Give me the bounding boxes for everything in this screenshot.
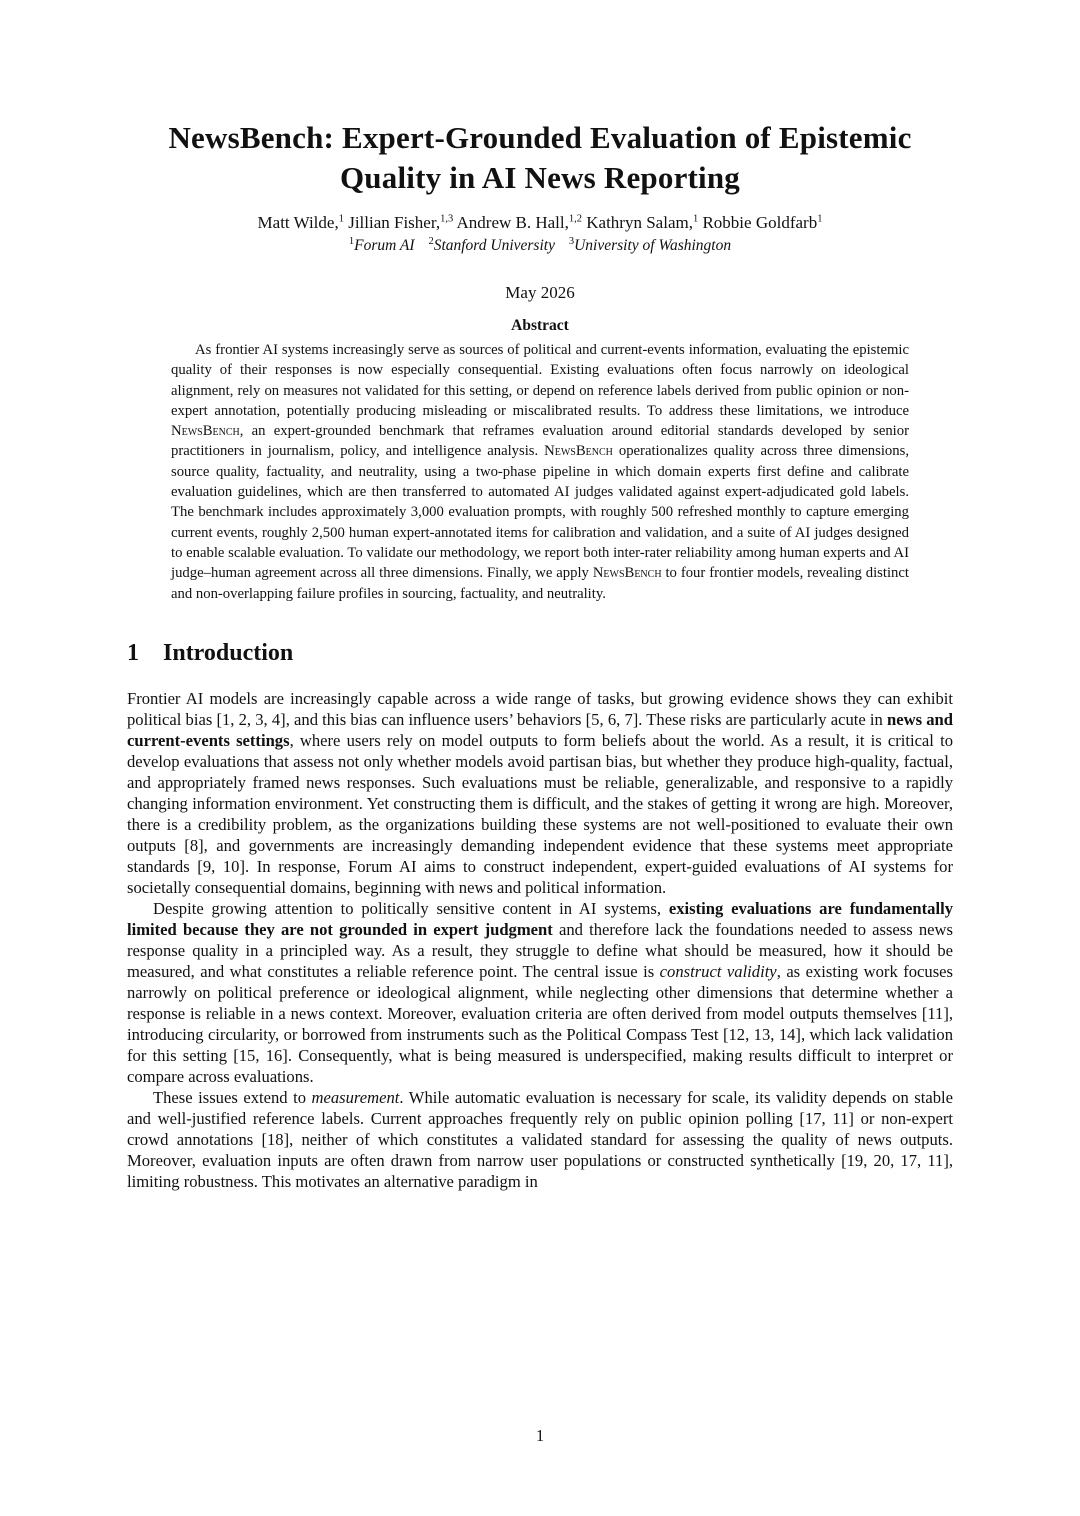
paper-page <box>0 118 1080 1516</box>
author: Matt Wilde,$^1$ <box>257 213 344 232</box>
page-number: 1 <box>535 1426 545 1445</box>
emphasis-text: news and current-events settings <box>127 709 953 750</box>
paper-title: NewsBench: Expert-Grounded Evaluation of Epistemic Quality in AI News Reporting <box>168 120 912 195</box>
benchmark-name: NewsBench <box>544 443 613 460</box>
benchmark-name: NewsBench <box>171 423 240 440</box>
publication-date: May 2026 <box>505 283 575 302</box>
author: Robbie Goldfarb$^1$ <box>702 213 823 232</box>
emphasis-text: existing evaluations are fundamentally limited because they are not grounded in expert judgment <box>127 898 953 939</box>
emphasis-text: measurement <box>311 1087 400 1107</box>
body-paragraph: These issues extend to measurement. While automatic evaluation is necessary for scale, its validity depends on stable and well-justified reference labels. Current approaches frequently rely on public opinion polling [17, 11] or non-expert crowd annotations [18], neither of which constitutes a validated standard for assessing the quality of news outputs. Moreover, evaluation inputs are often drawn from narrow user populations or constructed synthetically [19, 20, 17, 11], limiting robustness. This motivates an alternative paradigm in <box>127 1087 953 1191</box>
author: Kathryn Salam,$^1$ <box>586 213 699 232</box>
abstract-heading: Abstract <box>511 317 569 334</box>
author-list <box>127 212 953 234</box>
affiliation: $^2$Stanford University <box>428 235 555 254</box>
abstract-text: As frontier AI systems increasingly serve as sources of political and current-events information, evaluating the epistemic quality of their responses is now especially consequential. Existing evaluations often focus narrowly on ideological alignment, rely on measures not validated for this setting, or depend on reference labels derived from public opinion or non-expert annotation, potentially producing misleading or miscalibrated results. To address these limitations, we introduce NewsBench, an expert-grounded benchmark that reframes evaluation around editorial standards developed by senior practitioners in journalism, policy, and intelligence analysis. NewsBench operationalizes quality across three dimensions, source quality, factuality, and neutrality, using a two-phase pipeline in which domain experts first define and calibrate evaluation guidelines, which are then transferred to automated AI judges validated against expert-adjudicated gold labels. The benchmark includes approximately 3,000 evaluation prompts, with roughly 500 refreshed monthly to capture emerging current events, roughly 2,500 human expert-annotated items for calibration and validation, and a suite of AI judges designed to enable scalable evaluation. To validate our methodology, we report both inter-rater reliability among human experts and AI judge–human agreement across all three dimensions. Finally, we apply NewsBench to four frontier models, revealing distinct and non-overlapping failure profiles in sourcing, factuality, and neutrality. <box>171 342 909 602</box>
author: Jillian Fisher,$^{1,3}$ <box>348 213 454 232</box>
affiliation: $^3$University of Washington <box>568 235 732 254</box>
author: Andrew B. Hall,$^{1,2}$ <box>456 213 583 232</box>
section-title: Introduction <box>163 639 294 666</box>
affiliation-list <box>127 236 953 256</box>
body-paragraph: Despite growing attention to politically sensitive content in AI systems, existing evaluations are fundamentally limited because they are not grounded in expert judgment and therefore lack the foundations needed to assess news response quality in a principled way. As a result, they struggle to define what should be measured, how it should be measured, and what constitutes a reliable reference point. The central issue is construct validity, as existing work focuses narrowly on political preference or ideological alignment, while neglecting other dimensions that determine whether a response is reliable in a news context. Moreover, evaluation criteria are often derived from model outputs themselves [11], introducing circularity, or borrowed from instruments such as the Political Compass Test [12, 13, 14], which lack validation for this setting [15, 16]. Consequently, what is being measured is underspecified, making results difficult to interpret or compare across evaluations. <box>127 898 953 1086</box>
affiliation: $^1$Forum AI <box>348 235 415 254</box>
benchmark-name: NewsBench <box>592 565 662 582</box>
emphasis-text: construct validity <box>659 961 777 981</box>
section-number: 1 <box>127 639 139 666</box>
body-paragraph: Frontier AI models are increasingly capable across a wide range of tasks, but growing evidence shows they can exhibit political bias [1, 2, 3, 4], and this bias can influence users’ behaviors [5, 6, 7]. These risks are particularly acute in news and current-events settings, where users rely on model outputs to form beliefs about the world. As a result, it is critical to develop evaluations that assess not only whether models avoid partisan bias, but whether they produce high-quality, factual, and appropriately framed news responses. Such evaluations must be reliable, generalizable, and responsive to a rapidly changing information environment. Yet constructing them is difficult, and the stakes of getting it wrong are high. Moreover, there is a credibility problem, as the organizations building these systems are not well-positioned to evaluate their own outputs [8], and governments are increasingly demanding independent evidence that these systems meet appropriate standards [9, 10]. In response, Forum AI aims to construct independent, expert-guided evaluations of AI systems for societally consequential domains, beginning with news and political information. <box>127 688 953 897</box>
section-heading <box>127 638 953 668</box>
